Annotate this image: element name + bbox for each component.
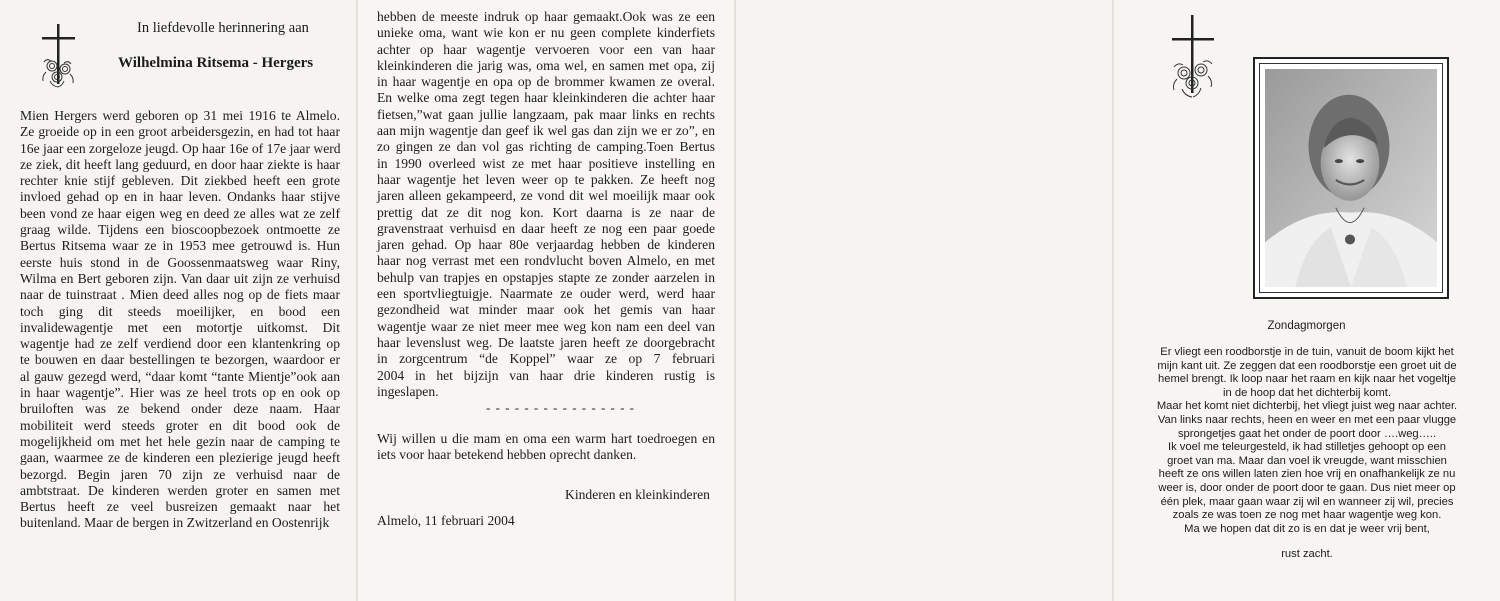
poem-line: één plek, maar gaan waar zij wil en wanneer zij wil, precies bbox=[1160, 495, 1454, 508]
text-line: behulp van trapjes en opstapjes stapte ze zonder aarzelen in bbox=[377, 269, 715, 285]
poem-line: heeft ze ons willen laten zien hoe vrij en onafhankelijk ze nu bbox=[1158, 468, 1456, 481]
text-line: in haar wagentje en opa op de brommer kwamen ze overal. bbox=[377, 74, 715, 90]
text-line: fietsen,”wat gaan jullie langzaam, pak maar links en rechts bbox=[377, 106, 715, 122]
poem-line: Ma we hopen dat dit zo is en dat je weer vrij bent, bbox=[1184, 522, 1430, 535]
text-line: te bouwen en daar bestellingen te bezorgen, waardoor er bbox=[20, 352, 340, 368]
text-line: gezondheid wat minder maar ook het gemis van haar bbox=[377, 302, 715, 318]
deceased-name: Wilhelmina Ritsema - Hergers bbox=[118, 55, 314, 71]
poem-line: Ik voel me teleurgesteld, ik had stilletjes gehoopt op een bbox=[1168, 441, 1446, 454]
text-line: Wij willen u die mam en oma een warm hart toedroegen en bbox=[377, 431, 715, 446]
text-line: al gauw gezegd werd, “daar komt “tante Mientje”ook aan bbox=[20, 368, 340, 384]
cross-with-roses-icon bbox=[1168, 15, 1218, 103]
text-line: gravenstraat verhuisd en daar heeft ze nog een paar goede bbox=[377, 220, 715, 236]
text-line: jaren gehad. Op haar 80e verjaardag hebben de kinderen bbox=[377, 237, 715, 253]
fold-line bbox=[1112, 0, 1114, 601]
text-line: unieke oma, want wie kon er nu geen complete kinderfiets bbox=[377, 25, 715, 41]
text-line: graag wilde. Tijdens een bioscoopbezoek ontmoette ze bbox=[20, 222, 340, 238]
fold-line bbox=[734, 0, 736, 601]
memorial-heading: In liefdevolle herinnering aan bbox=[137, 20, 309, 36]
text-line: Bertus heeft ze veel busreizen gemaakt naar het bbox=[20, 499, 340, 515]
place-date: Almelo, 11 februari 2004 bbox=[377, 513, 515, 528]
text-line: 16e jaar een zorgeloze jeugd. Op haar 16e of 17e jaar werd bbox=[20, 140, 341, 156]
biography-column-1 bbox=[20, 108, 340, 532]
fold-line bbox=[356, 0, 358, 601]
text-line: iets voor haar betekend hebben oprecht danken. bbox=[377, 447, 637, 463]
poem-text bbox=[1146, 346, 1468, 562]
signature: Kinderen en kleinkinderen bbox=[565, 487, 710, 502]
text-line: wagentje had ze zelf verdiend door een klantenkring op bbox=[20, 336, 340, 352]
text-line: Bertus Ritsema waar ze in 1953 mee getrouwd is. Hun bbox=[20, 238, 340, 254]
poem-closing: rust zacht. bbox=[1281, 548, 1333, 561]
poem-line: hemel brengt. Ik loop naar het raam en kijk naar het vogeltje bbox=[1158, 373, 1456, 386]
poem-line: mijn kant uit. Ze zeggen dat een roodborstje een groet uit de bbox=[1157, 359, 1457, 372]
poem-spacer bbox=[1146, 536, 1468, 548]
text-line: een sportvliegtuigje. Naarmate ze ouder werd, werd haar bbox=[377, 286, 715, 302]
text-line: hebben de meeste indruk op haar gemaakt.Ook was ze een bbox=[377, 9, 715, 24]
card-panel-blank bbox=[735, 0, 1113, 601]
thanks-message bbox=[377, 431, 715, 464]
text-line: Mien Hergers werd geboren op 31 mei 1916 te Almelo. bbox=[20, 108, 340, 123]
text-line: eerste huis stond in de Goossenmaatsweg waar Riny, bbox=[20, 254, 340, 270]
poem-line: Maar het komt niet dichterbij, het vliegt juist weg naar achter. bbox=[1156, 400, 1458, 413]
poem-line: sprongetjes gaat het onder de poort door ….weg….. bbox=[1177, 427, 1437, 440]
text-line: prettig dat ze dit nog kon. Kort daarna is ze naar de bbox=[377, 204, 715, 220]
text-line: mogelijkheid om met het hele gezin naar de camping te bbox=[20, 433, 340, 449]
poem-line: in de hoop dat het dichterbij komt. bbox=[1223, 386, 1391, 399]
text-line: rechter knie stijf gebleven. Dit ziekbed heeft een grote bbox=[20, 173, 340, 189]
cross-with-roses-icon bbox=[38, 24, 80, 90]
text-line: haar wagentje het leven weer op te pakken. Ze heeft nog bbox=[377, 171, 715, 187]
text-line: haar levenslust weg. De laatste jaren heeft ze doorgebracht bbox=[377, 334, 715, 350]
poem-line: weer is, door onder de poort door te gaan. Dus niet meer op bbox=[1158, 481, 1456, 494]
text-line: ingeslapen. bbox=[377, 383, 439, 399]
portrait-frame bbox=[1253, 57, 1449, 299]
text-line: 2004 in het bijzijn van haar drie kinderen rustig is bbox=[377, 367, 715, 383]
text-line: invloed gehad op en in haar leven. Ondanks haar stijve bbox=[20, 189, 340, 205]
text-line: En welke oma zegt tegen haar kleinkinderen die achter haar bbox=[377, 90, 715, 106]
poem-line: zoals ze was toen ze nog met haar wagentje weg kon. bbox=[1172, 509, 1442, 522]
poem-title: Zondagmorgen bbox=[1267, 320, 1346, 332]
text-line: Ze groeide op in een groot arbeidersgezin, en had tot haar bbox=[20, 124, 340, 140]
text-line: in zorgcentrum “de Koppel” waar ze op 7 februari bbox=[377, 351, 715, 367]
text-line: toch ging dit steeds moeilijker, en bood een bbox=[20, 303, 340, 319]
text-line: ze ziek, dit heeft lang geduurd, en door haar ziekte is haar bbox=[20, 156, 340, 172]
text-line: ambtstraat. De kinderen werden groter en samen met bbox=[20, 482, 340, 498]
text-line: kleinkinderen die jarig was, oma wel, en samen met opa, zij bbox=[377, 57, 715, 73]
portrait-photo bbox=[1265, 69, 1437, 287]
biography-column-2 bbox=[377, 9, 715, 400]
text-line: in haar wagentje”. Hier was ze heel trots op en ook op bbox=[20, 385, 340, 401]
text-line: wagentje waar ze niet meer mee weg kon nam een deel van bbox=[377, 318, 715, 334]
text-line: bezorgd. Begin jaren 70 zijn ze verhuisd naar de bbox=[20, 466, 340, 482]
text-line: invalidewagentje met een motortje uitkomst. Dit bbox=[20, 319, 340, 335]
text-line: zo gingen ze dan vol gas richting de camping.Toen Bertus bbox=[377, 139, 715, 155]
text-line: bruiloften was ze bekend onder deze naam. Haar bbox=[20, 401, 340, 417]
text-line: naar de tuinstraat . Mien deed alles nog op de fiets maar bbox=[20, 287, 340, 303]
separator-line: - - - - - - - - - - - - - - - - bbox=[486, 400, 636, 415]
text-line: buitenland. Maar de bergen in Zwitzerland en Oostenrijk bbox=[20, 515, 330, 531]
text-line: achter op haar wagentje vervoeren voor een van haar bbox=[377, 41, 715, 57]
text-line: aan mijn wagentje dan geef ik wel gas dan zijn we er zo”, en bbox=[377, 123, 715, 139]
text-line: haar nog verrast met een rondvlucht boven Almelo, en met bbox=[377, 253, 715, 269]
text-line: in 1990 overleed wist ze met haar positieve instelling en bbox=[377, 155, 715, 171]
poem-line: groet van ma. Maar dan voel ik vreugde, want misschien bbox=[1167, 454, 1447, 467]
text-line: been vond ze haar eigen weg en deed ze alles wat ze zelf bbox=[20, 205, 340, 221]
text-line: Wilma en Bert geboren zijn. Van daar uit zijn ze verhuisd bbox=[20, 270, 340, 286]
text-line: gaan, waarmee ze de kinderen een plezierige jeugd heeft bbox=[20, 450, 340, 466]
poem-line: Van links naar rechts, heen en weer en met een paar vlugge bbox=[1157, 413, 1457, 426]
text-line: mobiliteit werd steeds groter en dit bood ook de bbox=[20, 417, 340, 433]
text-line: jaren alleen gekampeerd, ze vond dit wel moeilijk maar ook bbox=[377, 188, 715, 204]
poem-line: Er vliegt een roodborstje in de tuin, vanuit de boom kijkt het bbox=[1160, 346, 1454, 358]
